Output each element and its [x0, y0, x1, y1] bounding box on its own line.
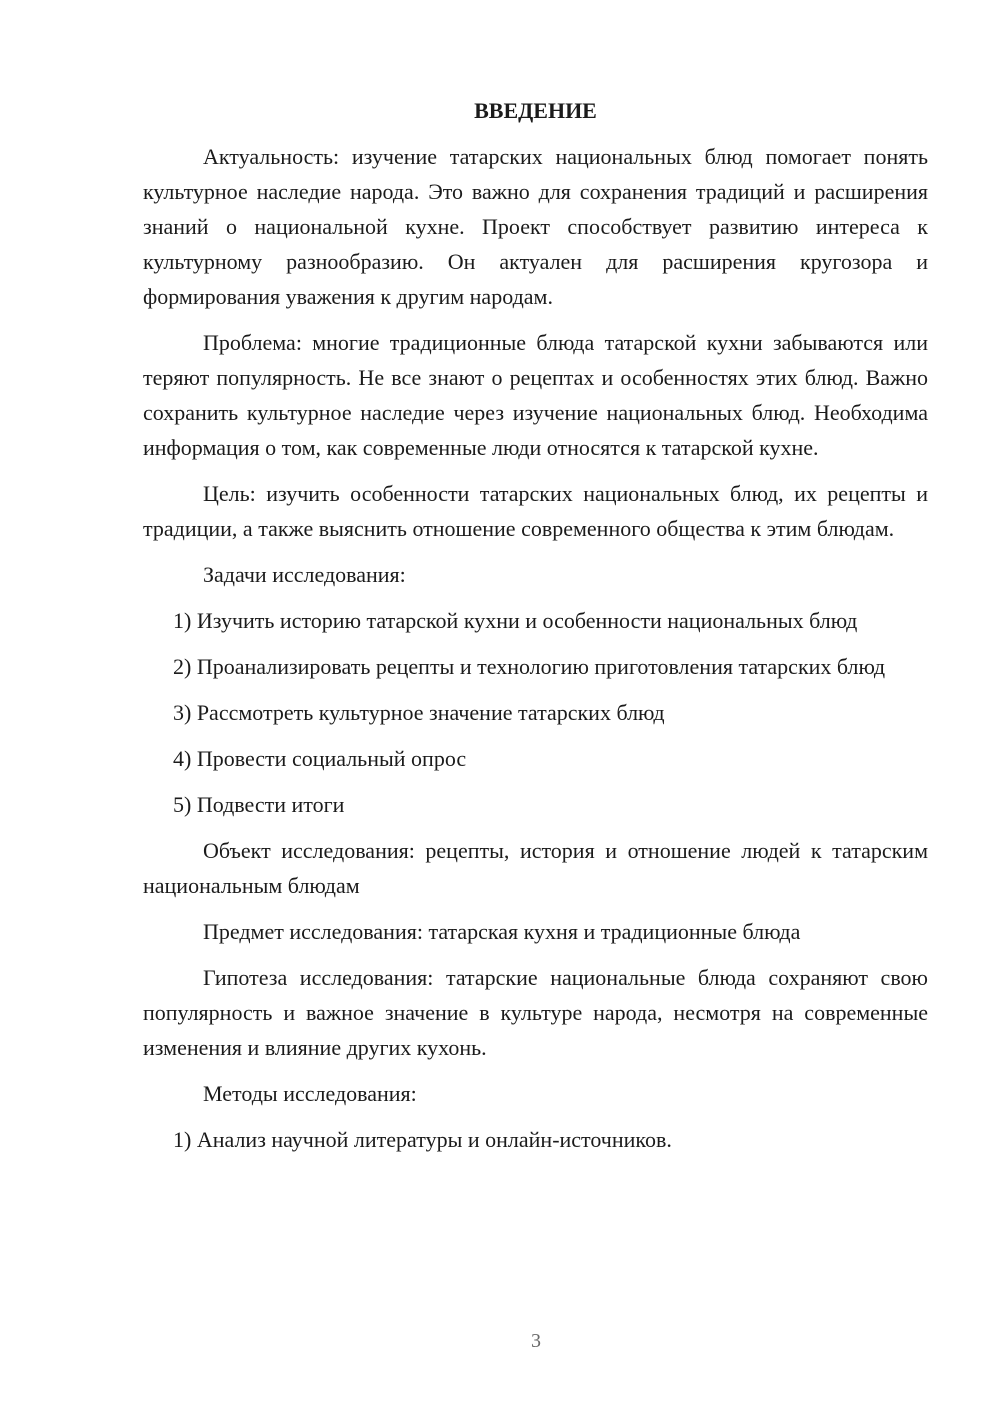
subject-paragraph: Предмет исследования: татарская кухня и традиционные блюда: [203, 919, 801, 944]
method-item-1: 1) Анализ научной литературы и онлайн-источников.: [173, 1127, 672, 1152]
task-item-4: 4) Провести социальный опрос: [173, 746, 467, 771]
hypothesis-paragraph: Гипотеза исследования: татарские национальные блюда сохраняют свою популярность и важное значение в культуре народа, несмотря на современные изменения и влияние других кухонь.: [143, 965, 928, 1060]
goal-paragraph: Цель: изучить особенности татарских национальных блюд, их рецепты и традиции, а также выяснить отношение современного общества к этим блюдам.: [143, 481, 928, 541]
methods-heading: Методы исследования:: [203, 1081, 417, 1106]
task-item-2: 2) Проанализировать рецепты и технологию приготовления татарских блюд: [173, 654, 886, 679]
document-page: [143, 96, 928, 1168]
page-number: 3: [531, 1330, 541, 1352]
object-paragraph: Объект исследования: рецепты, история и отношение людей к татарским национальным блюдам: [143, 838, 928, 898]
task-item-3: 3) Рассмотреть культурное значение татарских блюд: [173, 700, 665, 725]
relevance-paragraph: Актуальность: изучение татарских национальных блюд помогает понять культурное наследие народа. Это важно для сохранения традиций и расширения знаний о национальной кухне. Проект способствует развитию интереса к культурному разнообразию. Он актуален для расширения кругозора и формирования уважения к другим народам.: [143, 144, 928, 309]
task-item-1: 1) Изучить историю татарской кухни и особенности национальных блюд: [173, 608, 858, 633]
task-item-5: 5) Подвести итоги: [173, 792, 345, 817]
tasks-heading: Задачи исследования:: [203, 562, 406, 587]
section-title: ВВЕДЕНИЕ: [474, 98, 597, 123]
problem-paragraph: Проблема: многие традиционные блюда татарской кухни забываются или теряют популярность. Не все знают о рецептах и особенностях этих блюд. Важно сохранить культурное наследие через изучение национальных блюд. Необходима информация о том, как современные люди относятся к татарской кухне.: [143, 330, 928, 460]
